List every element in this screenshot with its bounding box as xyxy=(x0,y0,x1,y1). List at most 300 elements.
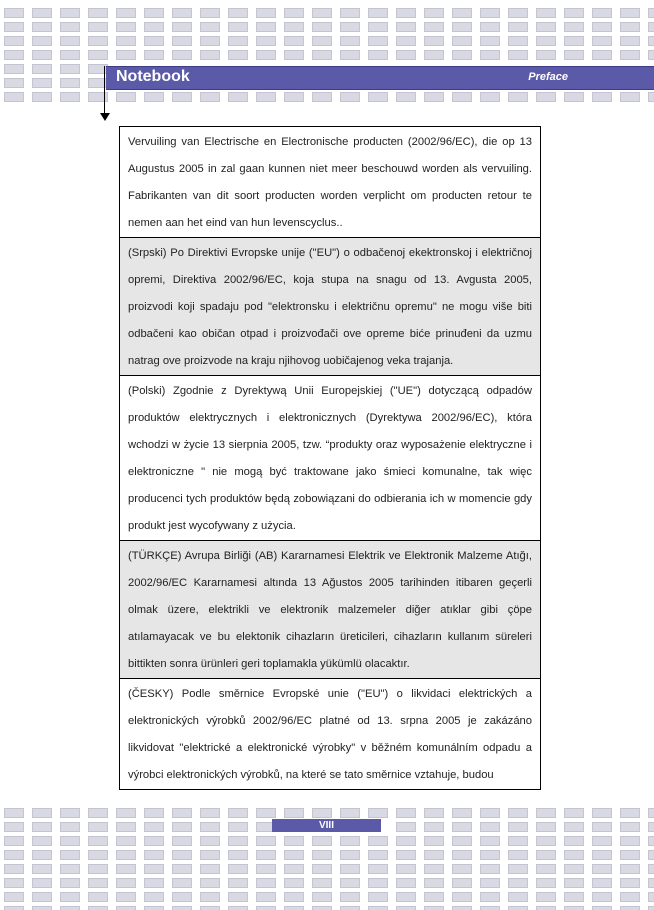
decorative-tile xyxy=(200,906,220,910)
decorative-tile xyxy=(368,22,388,32)
decorative-tile xyxy=(172,8,192,18)
decorative-tile xyxy=(340,36,360,46)
decorative-tile xyxy=(368,50,388,60)
decorative-tile xyxy=(172,822,192,832)
decorative-tile xyxy=(116,836,136,846)
decorative-tile xyxy=(4,878,24,888)
decorative-tile xyxy=(620,808,640,818)
decorative-tile xyxy=(396,808,416,818)
document-title: Notebook xyxy=(116,68,190,85)
decorative-tile xyxy=(396,8,416,18)
decorative-tile xyxy=(60,836,80,846)
decorative-tile xyxy=(648,92,654,102)
decorative-tile xyxy=(88,808,108,818)
decorative-tile xyxy=(480,36,500,46)
decorative-tile xyxy=(60,808,80,818)
decorative-tile xyxy=(508,92,528,102)
decorative-tile xyxy=(4,50,24,60)
decorative-tile xyxy=(228,50,248,60)
decorative-tile xyxy=(312,808,332,818)
decorative-tile xyxy=(620,864,640,874)
decorative-tile xyxy=(88,906,108,910)
decorative-tile xyxy=(312,850,332,860)
decorative-tile xyxy=(4,822,24,832)
decorative-tile xyxy=(32,822,52,832)
decorative-tile xyxy=(200,878,220,888)
decorative-tile xyxy=(116,850,136,860)
decorative-tile xyxy=(172,850,192,860)
decorative-tile xyxy=(340,906,360,910)
decorative-tile xyxy=(452,36,472,46)
decorative-tile xyxy=(368,850,388,860)
decorative-tile xyxy=(284,92,304,102)
decorative-tile xyxy=(172,836,192,846)
decorative-tile xyxy=(256,8,276,18)
decorative-tile xyxy=(536,22,556,32)
down-arrow-icon xyxy=(100,113,110,121)
decorative-tile xyxy=(508,808,528,818)
decorative-tile xyxy=(144,36,164,46)
decorative-tile xyxy=(424,864,444,874)
decorative-tile xyxy=(620,8,640,18)
decorative-tile xyxy=(312,22,332,32)
decorative-tile xyxy=(312,836,332,846)
decorative-tile xyxy=(620,92,640,102)
decorative-tile xyxy=(340,864,360,874)
section-label: Preface xyxy=(528,71,568,83)
decorative-tile xyxy=(536,50,556,60)
decorative-tile xyxy=(88,92,108,102)
decorative-tile xyxy=(340,850,360,860)
decorative-tile xyxy=(144,22,164,32)
decorative-tile xyxy=(32,808,52,818)
decorative-tile xyxy=(480,822,500,832)
decorative-tile xyxy=(536,836,556,846)
decorative-tile xyxy=(620,22,640,32)
decorative-tile xyxy=(172,878,192,888)
decorative-tile xyxy=(32,50,52,60)
decorative-tile xyxy=(312,92,332,102)
decorative-tile xyxy=(396,864,416,874)
decorative-tile xyxy=(592,808,612,818)
decorative-tile xyxy=(508,8,528,18)
header-tile-pattern xyxy=(0,0,654,106)
decorative-tile xyxy=(4,864,24,874)
decorative-tile xyxy=(312,50,332,60)
decorative-tile xyxy=(480,892,500,902)
decorative-tile xyxy=(144,822,164,832)
decorative-tile xyxy=(60,64,80,74)
decorative-tile xyxy=(172,864,192,874)
decorative-tile xyxy=(564,22,584,32)
decorative-tile xyxy=(648,878,654,888)
decorative-tile xyxy=(424,892,444,902)
decorative-tile xyxy=(620,50,640,60)
decorative-tile xyxy=(4,92,24,102)
decorative-tile xyxy=(172,50,192,60)
decorative-tile xyxy=(620,822,640,832)
footer-tile-pattern xyxy=(0,800,654,910)
decorative-tile xyxy=(60,92,80,102)
decorative-tile xyxy=(312,8,332,18)
decorative-tile xyxy=(396,92,416,102)
decorative-tile xyxy=(508,36,528,46)
decorative-tile xyxy=(480,92,500,102)
decorative-tile xyxy=(256,50,276,60)
decorative-tile xyxy=(284,8,304,18)
decorative-tile xyxy=(396,836,416,846)
decorative-tile xyxy=(368,864,388,874)
decorative-tile xyxy=(396,822,416,832)
decorative-tile xyxy=(312,892,332,902)
decorative-tile xyxy=(536,864,556,874)
decorative-tile xyxy=(116,864,136,874)
decorative-tile xyxy=(116,892,136,902)
margin-marker-line xyxy=(104,66,105,114)
decorative-tile xyxy=(592,22,612,32)
decorative-tile xyxy=(536,36,556,46)
decorative-tile xyxy=(200,836,220,846)
decorative-tile xyxy=(564,822,584,832)
decorative-tile xyxy=(396,892,416,902)
decorative-tile xyxy=(508,864,528,874)
decorative-tile xyxy=(88,878,108,888)
decorative-tile xyxy=(228,892,248,902)
decorative-tile xyxy=(648,8,654,18)
decorative-tile xyxy=(424,836,444,846)
decorative-tile xyxy=(88,8,108,18)
decorative-tile xyxy=(4,808,24,818)
decorative-tile xyxy=(228,906,248,910)
decorative-tile xyxy=(480,836,500,846)
decorative-tile xyxy=(564,892,584,902)
decorative-tile xyxy=(452,22,472,32)
decorative-tile xyxy=(88,864,108,874)
decorative-tile xyxy=(88,78,108,88)
decorative-tile xyxy=(60,78,80,88)
decorative-tile xyxy=(60,906,80,910)
header-divider xyxy=(106,89,654,90)
decorative-tile xyxy=(172,906,192,910)
decorative-tile xyxy=(424,22,444,32)
decorative-tile xyxy=(200,36,220,46)
decorative-tile xyxy=(508,22,528,32)
decorative-tile xyxy=(564,836,584,846)
decorative-tile xyxy=(116,808,136,818)
decorative-tile xyxy=(284,22,304,32)
decorative-tile xyxy=(172,892,192,902)
decorative-tile xyxy=(256,906,276,910)
decorative-tile xyxy=(424,36,444,46)
paragraph-serbian: (Srpski) Po Direktivi Evropske unije ("EU") o odbačenoj ekektronskoj i električnoj opremi, Direktiva 2002/96/EC, koja stupa na snagu od 13. Avgusta 2005, proizvodi koji spadaju pod "elektronsku i električnu opremu" ne mogu više biti odbačeni kao običan otpad i proizvođači ove opreme biće prinuđeni da uzmu natrag ove proizvode na kraju njihovog uobičajenog veka trajanja. xyxy=(120,238,540,376)
decorative-tile xyxy=(396,50,416,60)
decorative-tile xyxy=(284,878,304,888)
decorative-tile xyxy=(88,22,108,32)
decorative-tile xyxy=(396,850,416,860)
decorative-tile xyxy=(592,836,612,846)
decorative-tile xyxy=(228,92,248,102)
decorative-tile xyxy=(620,836,640,846)
decorative-tile xyxy=(200,22,220,32)
decorative-tile xyxy=(424,906,444,910)
decorative-tile xyxy=(564,36,584,46)
decorative-tile xyxy=(228,822,248,832)
decorative-tile xyxy=(396,906,416,910)
decorative-tile xyxy=(256,92,276,102)
decorative-tile xyxy=(396,36,416,46)
decorative-tile xyxy=(284,892,304,902)
decorative-tile xyxy=(424,8,444,18)
decorative-tile xyxy=(340,836,360,846)
decorative-tile xyxy=(424,878,444,888)
decorative-tile xyxy=(368,808,388,818)
decorative-tile xyxy=(340,92,360,102)
decorative-tile xyxy=(620,36,640,46)
decorative-tile xyxy=(228,808,248,818)
decorative-tile xyxy=(88,892,108,902)
decorative-tile xyxy=(480,8,500,18)
decorative-tile xyxy=(32,836,52,846)
decorative-tile xyxy=(368,36,388,46)
decorative-tile xyxy=(228,864,248,874)
decorative-tile xyxy=(116,36,136,46)
decorative-tile xyxy=(536,906,556,910)
decorative-tile xyxy=(340,50,360,60)
decorative-tile xyxy=(60,36,80,46)
decorative-tile xyxy=(312,906,332,910)
decorative-tile xyxy=(592,892,612,902)
decorative-tile xyxy=(648,892,654,902)
decorative-tile xyxy=(452,822,472,832)
decorative-tile xyxy=(256,836,276,846)
decorative-tile xyxy=(508,906,528,910)
decorative-tile xyxy=(144,864,164,874)
decorative-tile xyxy=(256,850,276,860)
decorative-tile xyxy=(88,822,108,832)
decorative-tile xyxy=(452,850,472,860)
decorative-tile xyxy=(424,850,444,860)
decorative-tile xyxy=(60,850,80,860)
decorative-tile xyxy=(172,22,192,32)
decorative-tile xyxy=(452,906,472,910)
decorative-tile xyxy=(368,836,388,846)
decorative-tile xyxy=(592,864,612,874)
decorative-tile xyxy=(116,8,136,18)
decorative-tile xyxy=(564,878,584,888)
decorative-tile xyxy=(564,92,584,102)
decorative-tile xyxy=(144,50,164,60)
decorative-tile xyxy=(32,92,52,102)
decorative-tile xyxy=(368,878,388,888)
decorative-tile xyxy=(116,906,136,910)
decorative-tile xyxy=(508,892,528,902)
decorative-tile xyxy=(648,906,654,910)
decorative-tile xyxy=(144,92,164,102)
decorative-tile xyxy=(200,92,220,102)
decorative-tile xyxy=(396,22,416,32)
decorative-tile xyxy=(424,822,444,832)
decorative-tile xyxy=(284,836,304,846)
decorative-tile xyxy=(536,822,556,832)
decorative-tile xyxy=(172,808,192,818)
decorative-tile xyxy=(284,906,304,910)
decorative-tile xyxy=(228,836,248,846)
decorative-tile xyxy=(144,878,164,888)
header-bar xyxy=(106,66,654,89)
decorative-tile xyxy=(144,906,164,910)
decorative-tile xyxy=(340,878,360,888)
decorative-tile xyxy=(452,50,472,60)
decorative-tile xyxy=(536,892,556,902)
decorative-tile xyxy=(648,850,654,860)
decorative-tile xyxy=(284,808,304,818)
decorative-tile xyxy=(60,864,80,874)
decorative-tile xyxy=(32,878,52,888)
decorative-tile xyxy=(592,92,612,102)
decorative-tile xyxy=(144,808,164,818)
decorative-tile xyxy=(172,92,192,102)
decorative-tile xyxy=(88,36,108,46)
decorative-tile xyxy=(396,878,416,888)
decorative-tile xyxy=(564,50,584,60)
decorative-tile xyxy=(480,864,500,874)
decorative-tile xyxy=(200,864,220,874)
decorative-tile xyxy=(368,892,388,902)
decorative-tile xyxy=(620,850,640,860)
decorative-tile xyxy=(116,878,136,888)
decorative-tile xyxy=(536,850,556,860)
decorative-tile xyxy=(648,864,654,874)
decorative-tile xyxy=(32,892,52,902)
decorative-tile xyxy=(60,892,80,902)
decorative-tile xyxy=(88,836,108,846)
decorative-tile xyxy=(592,8,612,18)
decorative-tile xyxy=(4,64,24,74)
decorative-tile xyxy=(116,50,136,60)
decorative-tile xyxy=(32,78,52,88)
decorative-tile xyxy=(592,850,612,860)
decorative-tile xyxy=(32,850,52,860)
decorative-tile xyxy=(60,822,80,832)
decorative-tile xyxy=(368,906,388,910)
decorative-tile xyxy=(340,808,360,818)
decorative-tile xyxy=(228,850,248,860)
decorative-tile xyxy=(60,50,80,60)
decorative-tile xyxy=(88,50,108,60)
decorative-tile xyxy=(620,892,640,902)
decorative-tile xyxy=(60,8,80,18)
decorative-tile xyxy=(536,878,556,888)
decorative-tile xyxy=(424,808,444,818)
decorative-tile xyxy=(480,850,500,860)
decorative-tile xyxy=(564,808,584,818)
decorative-tile xyxy=(312,36,332,46)
decorative-tile xyxy=(620,906,640,910)
decorative-tile xyxy=(228,878,248,888)
decorative-tile xyxy=(648,50,654,60)
decorative-tile xyxy=(452,836,472,846)
decorative-tile xyxy=(648,22,654,32)
decorative-tile xyxy=(144,8,164,18)
decorative-tile xyxy=(368,92,388,102)
decorative-tile xyxy=(508,822,528,832)
decorative-tile xyxy=(508,878,528,888)
paragraph-turkish: (TÜRKÇE) Avrupa Birliği (AB) Kararnamesi Elektrik ve Elektronik Malzeme Atığı, 2002/96/EC Kararnamesi altında 13 Ağustos 2005 tarihinden itibaren geçerli olmak üzere, elektrikli ve elektronik malzemeler diğer atıklar gibi çöpe atılamayacak ve bu elektonik cihazların üreticileri, cihazların kullanım süreleri bittikten sonra ürünleri geri toplamakla yükümlü olacaktır. xyxy=(120,541,540,679)
paragraph-czech: (ČESKY) Podle směrnice Evropské unie ("EU") o likvidaci elektrických a elektronických výrobků 2002/96/EC platné od 13. srpna 2005 je zakázáno likvidovat "elektrické a elektronické výrobky" v běžném komunálním odpadu a výrobci elektronických výrobků, na které se tato směrnice vztahuje, budou xyxy=(128,688,532,781)
decorative-tile xyxy=(620,878,640,888)
decorative-tile xyxy=(340,892,360,902)
decorative-tile xyxy=(536,8,556,18)
decorative-tile xyxy=(284,864,304,874)
decorative-tile xyxy=(4,36,24,46)
decorative-tile xyxy=(256,36,276,46)
paragraph-polish: (Polski) Zgodnie z Dyrektywą Unii Europejskiej ("UE") dotyczącą odpadów produktów elektrycznych i elektronicznych (Dyrektywa 2002/96/EC), która wchodzi w życie 13 sierpnia 2005, tzw. “produkty oraz wyposażenie elektryczne i elektroniczne " nie mogą być traktowane jako śmieci komunalne, tak więc producenci tych produktów będą zobowiązani do odbierania ich w momencie gdy produkt jest wycofywany z użycia. xyxy=(120,376,540,541)
decorative-tile xyxy=(32,22,52,32)
decorative-tile xyxy=(452,892,472,902)
decorative-tile xyxy=(60,22,80,32)
decorative-tile xyxy=(424,50,444,60)
decorative-tile xyxy=(144,836,164,846)
decorative-tile xyxy=(564,906,584,910)
decorative-tile xyxy=(564,864,584,874)
decorative-tile xyxy=(592,36,612,46)
decorative-tile xyxy=(452,808,472,818)
decorative-tile xyxy=(32,864,52,874)
decorative-tile xyxy=(4,8,24,18)
decorative-tile xyxy=(4,22,24,32)
decorative-tile xyxy=(228,22,248,32)
decorative-tile xyxy=(200,8,220,18)
decorative-tile xyxy=(592,878,612,888)
decorative-tile xyxy=(312,878,332,888)
decorative-tile xyxy=(480,808,500,818)
decorative-tile xyxy=(116,822,136,832)
decorative-tile xyxy=(200,50,220,60)
decorative-tile xyxy=(564,850,584,860)
decorative-tile xyxy=(256,878,276,888)
decorative-tile xyxy=(284,850,304,860)
decorative-tile xyxy=(648,36,654,46)
decorative-tile xyxy=(256,864,276,874)
decorative-tile xyxy=(452,8,472,18)
decorative-tile xyxy=(116,22,136,32)
decorative-tile xyxy=(4,906,24,910)
decorative-tile xyxy=(32,906,52,910)
decorative-tile xyxy=(452,864,472,874)
page-number: VIII xyxy=(272,819,381,832)
decorative-tile xyxy=(648,836,654,846)
decorative-tile xyxy=(32,36,52,46)
decorative-tile xyxy=(592,906,612,910)
decorative-tile xyxy=(200,822,220,832)
decorative-tile xyxy=(648,822,654,832)
decorative-tile xyxy=(424,92,444,102)
decorative-tile xyxy=(508,50,528,60)
decorative-tile xyxy=(256,808,276,818)
decorative-tile xyxy=(508,850,528,860)
decorative-tile xyxy=(228,8,248,18)
decorative-tile xyxy=(284,36,304,46)
decorative-tile xyxy=(452,92,472,102)
decorative-tile xyxy=(228,36,248,46)
decorative-tile xyxy=(200,850,220,860)
decorative-tile xyxy=(144,892,164,902)
decorative-tile xyxy=(508,836,528,846)
decorative-tile xyxy=(480,906,500,910)
decorative-tile xyxy=(4,836,24,846)
decorative-tile xyxy=(4,850,24,860)
decorative-tile xyxy=(200,892,220,902)
